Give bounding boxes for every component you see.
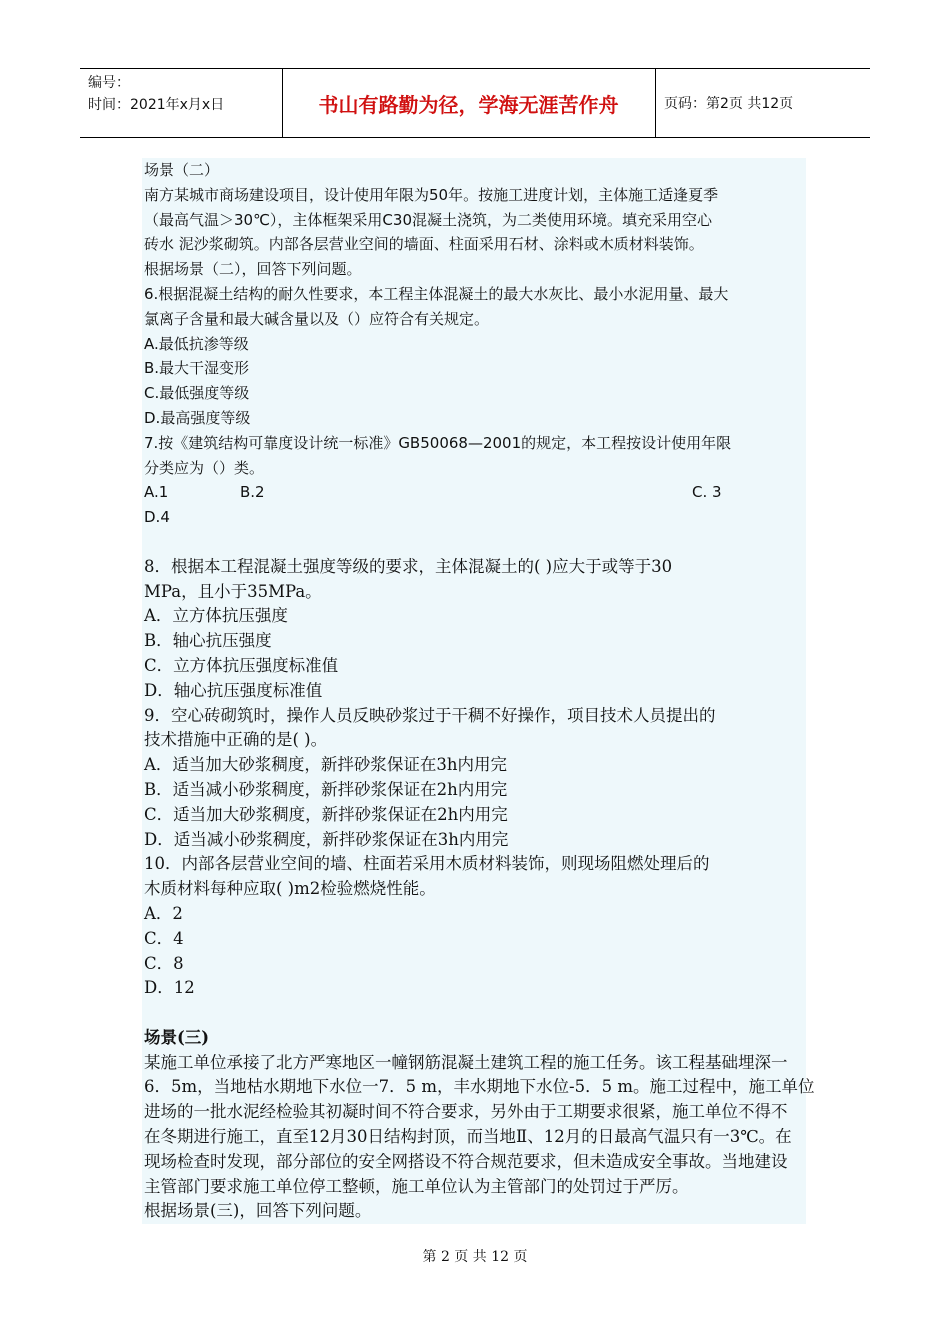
question-text: MPa，且小于35MPa。	[144, 581, 322, 601]
option-a: A．立方体抗压强度	[144, 606, 288, 626]
question-text: 氯离子含量和最大碱含量以及（）应符合有关规定。	[144, 309, 490, 328]
question-text: 9．空心砖砌筑时，操作人员反映砂浆过于干稠不好操作，项目技术人员提出的	[144, 705, 716, 725]
paragraph-line: 根据场景（二），回答下列问题。	[144, 260, 362, 279]
paragraph-line: 砖水 泥沙浆砌筑。内部各层营业空间的墙面、柱面采用石材、涂料或木质材料装饰。	[144, 235, 704, 254]
option-b: B．轴心抗压强度	[144, 631, 272, 651]
number-label: 编号：	[88, 75, 130, 91]
header-motto: 书山有路勤为径，学海无涯苦作舟	[318, 92, 619, 117]
paragraph-line: 现场检查时发现，部分部位的安全网搭设不符合规范要求，但未造成安全事故。当地建设	[144, 1151, 788, 1171]
option-a: A.1	[144, 483, 169, 502]
option-a: A．2	[144, 903, 183, 923]
option-d: D．12	[144, 978, 195, 998]
option-b: B.2	[240, 483, 265, 502]
question-text: 10．内部各层营业空间的墙、柱面若采用木质材料装饰，则现场阻燃处理后的	[144, 854, 710, 874]
header-divider	[655, 69, 656, 137]
header-meta	[88, 72, 224, 116]
option-c: C．立方体抗压强度标准值	[144, 655, 339, 675]
option-c: C．适当加大砂浆稠度，新拌砂浆保证在2h内用完	[144, 804, 508, 824]
paragraph-line: 根据场景(三)，回答下列问题。	[144, 1201, 372, 1221]
option-d: D．轴心抗压强度标准值	[144, 680, 323, 700]
option-c: C．8	[144, 953, 184, 973]
option-d: D.4	[144, 508, 170, 527]
header-page-info: 页码：第2页 共12页	[664, 96, 794, 112]
option-a: A．适当加大砂浆稠度，新拌砂浆保证在3h内用完	[144, 755, 508, 775]
question-text: 7.按《建筑结构可靠度设计统一标准》GB50068—2001的规定，本工程按设计使用年限	[144, 433, 732, 452]
question-text: 分类应为（）类。	[144, 458, 265, 477]
question-text: 6.根据混凝土结构的耐久性要求，本工程主体混凝土的最大水灰比、最小水泥用量、最大	[144, 284, 729, 303]
paragraph-line: （最高气温＞30℃），主体框架采用C30混凝土浇筑，为二类使用环境。填充采用空心	[144, 210, 712, 229]
page-footer: 第 2 页 共 12 页	[422, 1249, 528, 1265]
time-label: 时间：2021年x月x日	[88, 97, 225, 113]
option-c: C.最低强度等级	[144, 384, 250, 403]
option-row	[142, 480, 806, 505]
question-text: 技术措施中正确的是( )。	[144, 730, 328, 750]
paragraph-line: 南方某城市商场建设项目，设计使用年限为50年。按施工进度计划，主体施工适逢夏季	[144, 185, 719, 204]
page-header	[80, 68, 870, 138]
paragraph-line: 进场的一批水泥经检验其初凝时间不符合要求，另外由于工期要求很紧，施工单位不得不	[144, 1102, 788, 1122]
scene-title: 场景(三)	[144, 1027, 210, 1047]
option-c: C. 3	[692, 483, 722, 502]
option-b: C．4	[144, 928, 184, 948]
document-body	[142, 158, 815, 1224]
option-b: B．适当减小砂浆稠度，新拌砂浆保证在2h内用完	[144, 779, 508, 799]
option-d: D．适当减小砂浆稠度，新拌砂浆保证在3h内用完	[144, 829, 509, 849]
paragraph-line: 在冬期进行施工，直至12月30日结构封顶，而当地Ⅱ、12月的日最高气温只有一3℃。在	[144, 1127, 792, 1147]
paragraph-line: 主管部门要求施工单位停工整顿，施工单位认为主管部门的处罚过于严厉。	[144, 1176, 689, 1196]
question-text: 8．根据本工程混凝土强度等级的要求，主体混凝土的( )应大于或等于30	[144, 556, 673, 576]
option-d: D.最高强度等级	[144, 408, 251, 427]
paragraph-line: 某施工单位承接了北方严寒地区一幢钢筋混凝土建筑工程的施工任务。该工程基础埋深一	[144, 1052, 788, 1072]
question-text: 木质材料每种应取( )m2检验燃烧性能。	[144, 879, 436, 899]
option-b: B.最大干湿变形	[144, 359, 250, 378]
paragraph-line: 6．5m，当地枯水期地下水位一7．5 m，丰水期地下水位-5．5 m。施工过程中，施工单位	[144, 1077, 815, 1097]
option-a: A.最低抗渗等级	[144, 334, 249, 353]
scene-title: 场景（二）	[144, 161, 220, 179]
